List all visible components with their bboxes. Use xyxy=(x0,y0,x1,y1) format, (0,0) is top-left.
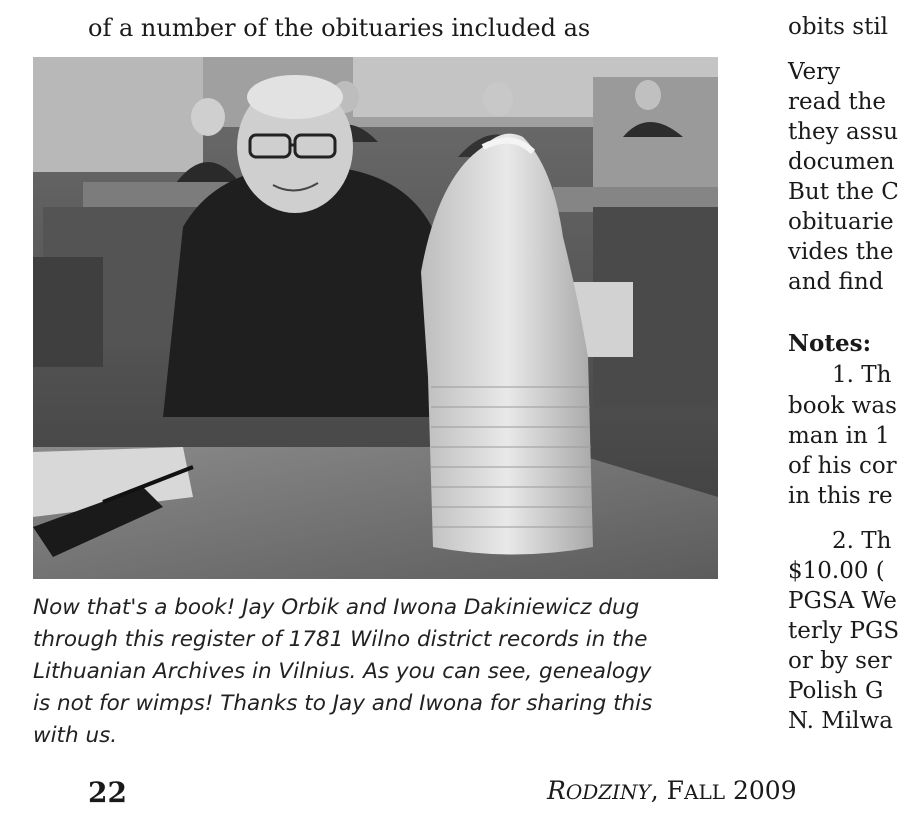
journal-cap: R xyxy=(547,776,566,805)
right-column-line: and find xyxy=(788,269,884,295)
season-rest: ALL xyxy=(684,780,726,804)
notes-line: or by ser xyxy=(788,648,892,674)
running-head-comma: , xyxy=(650,776,667,805)
archive-photo xyxy=(33,57,718,579)
journal-name xyxy=(547,776,651,805)
notes-line: in this re xyxy=(788,483,893,509)
caption-line: with us. xyxy=(33,723,118,748)
running-head xyxy=(547,776,797,805)
right-column-line: Very xyxy=(788,59,841,85)
caption-line: Now that's a book! Jay Orbik and Iwona Dakiniewicz dug xyxy=(33,595,640,620)
right-column-line: obituarie xyxy=(788,209,894,235)
issue-year: 2009 xyxy=(725,776,797,805)
notes-line: PGSA We xyxy=(788,588,897,614)
right-column-line: documen xyxy=(788,149,895,175)
page-number: 22 xyxy=(88,776,127,809)
notes-line: book was xyxy=(788,393,897,419)
caption-line: Lithuanian Archives in Vilnius. As you can see, genealogy xyxy=(33,659,652,684)
right-column-line: read the xyxy=(788,89,887,115)
caption-line: is not for wimps! Thanks to Jay and Iwona for sharing this xyxy=(33,691,653,716)
notes-heading: Notes: xyxy=(788,330,872,357)
notes-line: man in 1 xyxy=(788,423,890,449)
photo-illustration xyxy=(33,57,718,579)
caption-line: through this register of 1781 Wilno district records in the xyxy=(33,627,648,652)
right-column-line: vides the xyxy=(788,239,894,265)
notes-line: Polish G xyxy=(788,678,884,704)
right-column-line: But the C xyxy=(788,179,899,205)
notes-line: $10.00 ( xyxy=(788,558,885,584)
right-column-line: they assu xyxy=(788,119,899,145)
right-column-line: obits stil xyxy=(788,14,889,40)
notes-line: 2. Th xyxy=(832,528,892,554)
journal-rest: ODZINY xyxy=(565,780,651,804)
notes-line: 1. Th xyxy=(832,362,892,388)
notes-line: N. Milwa xyxy=(788,708,893,734)
notes-line: of his cor xyxy=(788,453,897,479)
photo-caption xyxy=(33,592,733,752)
column-top-line: of a number of the obituaries included as xyxy=(88,14,591,42)
notes-line: terly PGS xyxy=(788,618,900,644)
season-cap: F xyxy=(666,776,685,805)
